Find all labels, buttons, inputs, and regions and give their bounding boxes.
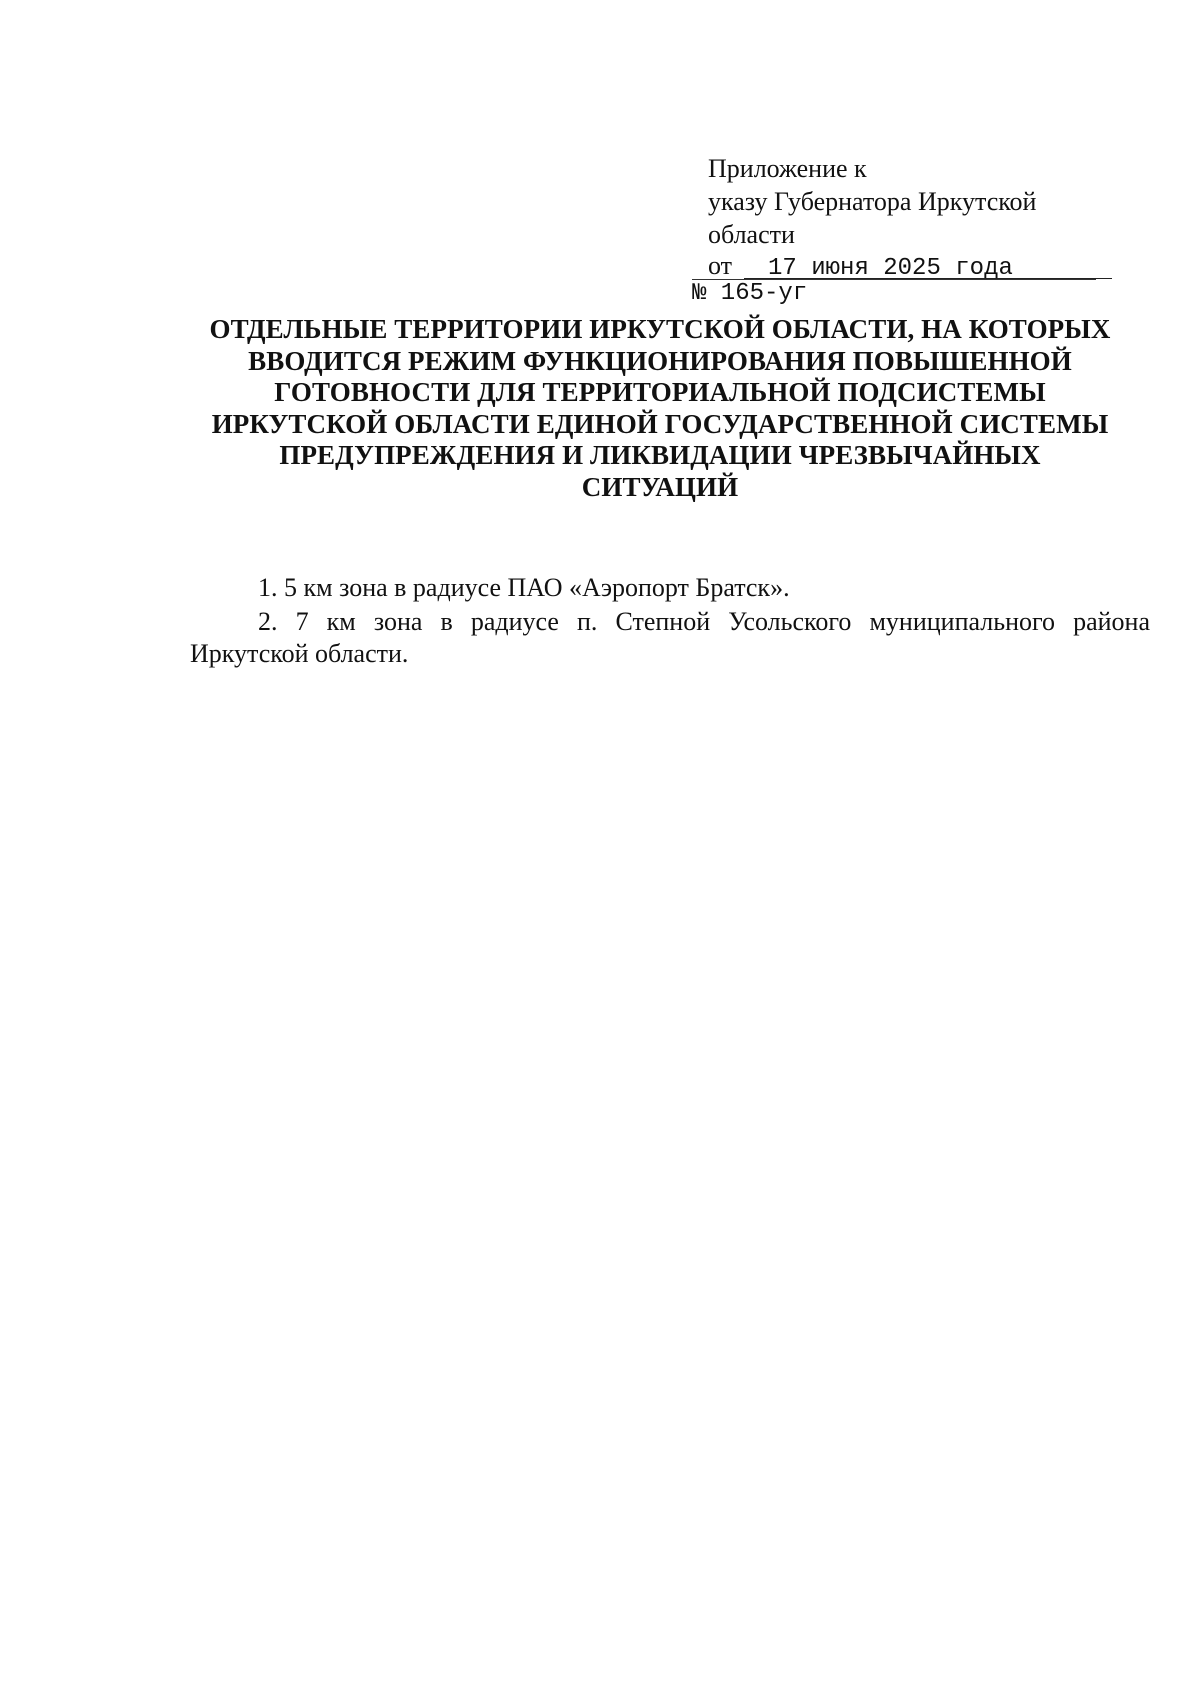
appendix-number-line <box>692 281 1092 311</box>
title-line: ИРКУТСКОЙ ОБЛАСТИ ЕДИНОЙ ГОСУДАРСТВЕННОЙ СИСТЕМЫ <box>211 408 1109 439</box>
title-line: ОТДЕЛЬНЫЕ ТЕРРИТОРИИ ИРКУТСКОЙ ОБЛАСТИ, НА КОТОРЫХ <box>209 314 1111 344</box>
appendix-line-2: указу Губернатора Иркутской <box>708 187 1037 216</box>
document-date: 17 июня 2025 года <box>768 255 1013 282</box>
document-title <box>180 314 1140 503</box>
document-number: № 165-уг <box>692 280 808 307</box>
title-line: СИТУАЦИЙ <box>581 471 739 502</box>
appendix-line-1: Приложение к <box>708 154 867 183</box>
list-item: 1. 5 км зона в радиусе ПАО «Аэропорт Братск». <box>258 573 790 602</box>
title-line: ГОТОВНОСТИ ДЛЯ ТЕРРИТОРИАЛЬНОЙ ПОДСИСТЕМЫ <box>274 377 1046 407</box>
title-line: ВВОДИТСЯ РЕЖИМ ФУНКЦИОНИРОВАНИЯ ПОВЫШЕННОЙ <box>248 345 1072 376</box>
appendix-line-3: области <box>708 220 795 249</box>
appendix-date-line <box>708 251 1108 281</box>
list-item: 2. 7 км зона в радиусе п. Степной Усольского муниципального района Иркутской области. <box>190 607 1150 668</box>
number-underline <box>692 279 1096 280</box>
date-prefix: от <box>708 251 733 280</box>
title-line: ПРЕДУПРЕЖДЕНИЯ И ЛИКВИДАЦИИ ЧРЕЗВЫЧАЙНЫХ <box>279 440 1041 470</box>
document-body <box>190 572 1150 670</box>
appendix-header <box>692 152 1108 311</box>
